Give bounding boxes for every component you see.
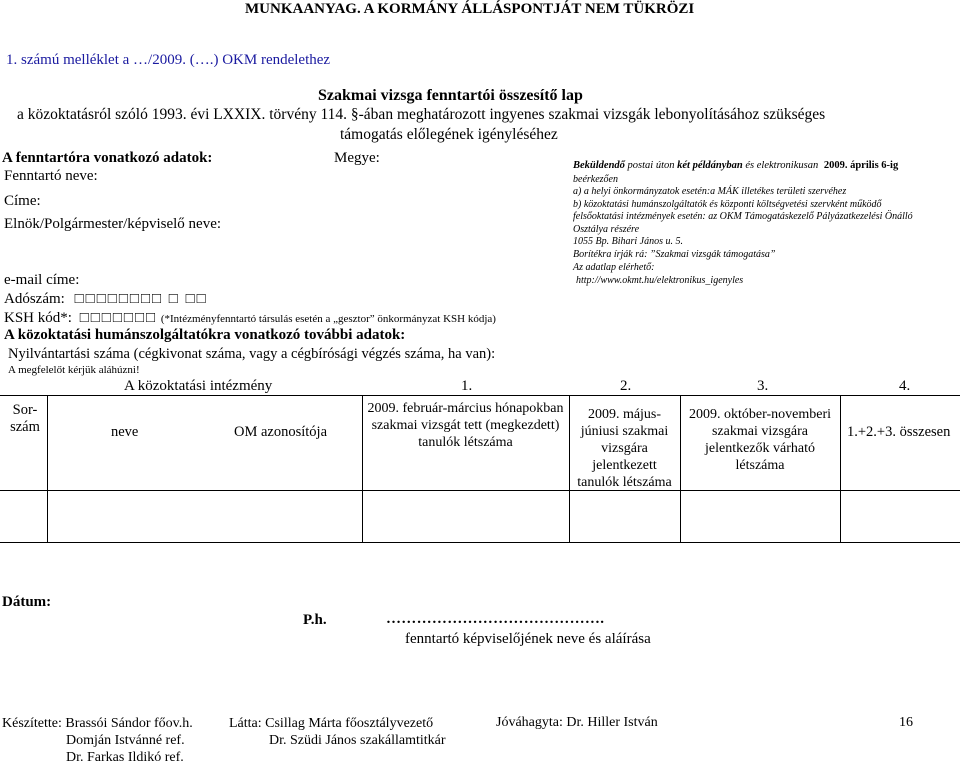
submission-notice: [573, 160, 898, 171]
address-label: Címe:: [4, 193, 41, 209]
footer-prepared-line3: Dr. Farkas Ildikó ref.: [66, 750, 184, 765]
notice-received: beérkezően: [573, 174, 618, 185]
col-header-1-line1: 2009. február-március hónapokban: [367, 401, 564, 416]
ksh-code-boxes[interactable]: □□□□□□□: [79, 310, 158, 326]
footer-seen: [229, 715, 446, 749]
col-header-seq: [4, 402, 46, 436]
footer-prepared-line1: Készítette: Brassói Sándor főov.h.: [2, 716, 193, 731]
notice-line-a: a) a helyi önkormányzatok esetén:a MÁK illetékes területi szervéhez: [573, 186, 847, 197]
signature-caption: fenntartó képviselőjének neve és aláírása: [405, 631, 651, 647]
col-header-3: [680, 406, 840, 474]
date-label: Dátum:: [2, 594, 52, 610]
email-label: e-mail címe:: [4, 272, 80, 288]
stamp-label: P.h.: [303, 612, 327, 628]
ksh-code-label: KSH kód*:: [4, 310, 72, 326]
notice-line-c: felsőoktatási intézmények esetén: az OKM Támogatáskezelő Pályázatkezelési Önálló: [573, 211, 913, 222]
providers-section-title: A közoktatási humánszolgáltatókra vonatkozó további adatok:: [4, 327, 406, 343]
col-header-seq-line1: Sor-: [12, 402, 38, 418]
col-header-2-line2: júniusi szakmai: [580, 424, 669, 439]
footer-seen-line1: Látta: Csillag Márta főosztályvezető: [229, 716, 434, 731]
col-number-2: 2.: [620, 378, 632, 394]
notice-deadline: 2009. április 6-ig: [823, 160, 899, 171]
notice-line-b: b) közoktatási humánszolgáltatók és központi költségvetési szervként működő: [573, 199, 882, 210]
form-subtitle-line2: támogatás előlegének igényléséhez: [340, 126, 558, 143]
notice-address: 1055 Bp. Bihari János u. 5.: [573, 236, 683, 247]
footer-seen-line2: Dr. Szüdi János szakállamtitkár: [269, 733, 446, 748]
col-header-name: neve: [111, 424, 139, 440]
annex-reference: 1. számú melléklet a …/2009. (….) OKM rendelethez: [6, 52, 331, 68]
footer-approved: Jóváhagyta: Dr. Hiller István: [496, 715, 658, 730]
representative-label: Elnök/Polgármester/képviselő neve:: [4, 216, 222, 232]
footer-prepared-line2: Domján Istvánné ref.: [66, 733, 185, 748]
col-header-om: OM azonosítója: [234, 424, 328, 440]
notice-text-2: és elektronikusan: [742, 160, 821, 171]
institution-group-header: A közoktatási intézmény: [124, 378, 273, 394]
col-header-2-line1: 2009. május-: [587, 407, 662, 422]
col-header-3-line3: jelentkezők várható: [704, 441, 815, 456]
notice-line-d: Osztálya részére: [573, 224, 640, 235]
col-header-2-line3: vizsgára: [601, 441, 648, 456]
col-header-3-line2: szakmai vizsgára: [711, 424, 808, 439]
notice-url[interactable]: http://www.okmt.hu/elektronikus_igenyles: [576, 275, 744, 286]
col-header-3-line1: 2009. október-novemberi: [688, 407, 832, 422]
col-header-2-line4: jelentkezett: [592, 458, 657, 473]
col-header-3-line4: létszáma: [735, 458, 785, 473]
form-title: Szakmai vizsga fenntartói összesítő lap: [318, 87, 583, 104]
col-header-1: [362, 400, 569, 451]
maintainer-name-label: Fenntartó neve:: [4, 168, 98, 184]
ksh-code-row: [4, 310, 496, 327]
footer-prepared: [2, 715, 193, 766]
signature-line[interactable]: …………………………………….: [386, 611, 605, 627]
col-header-1-line2: szakmai vizsgát tett (megkezdett): [371, 418, 560, 433]
table-row[interactable]: [48, 491, 361, 542]
col-number-4: 4.: [899, 378, 911, 394]
notice-available: Az adatlap elérhető:: [573, 262, 655, 273]
col-header-2-line5: tanulók létszáma: [577, 475, 672, 490]
maintainer-section-title: A fenntartóra vonatkozó adatok:: [2, 150, 213, 166]
draft-banner: MUNKAANYAG. A KORMÁNY ÁLLÁSPONTJÁT NEM TÜKRÖZI: [245, 1, 695, 17]
page-number: 16: [899, 715, 913, 730]
registry-number-label: Nyilvántartási száma (cégkivonat száma, vagy a cégbírósági végzés száma, ha van):: [8, 346, 496, 362]
col-number-3: 3.: [757, 378, 769, 394]
underline-note: A megfelelőt kérjük aláhúzni!: [8, 364, 140, 376]
notice-copies: két példányban: [677, 160, 743, 171]
ksh-code-note: (*Intézményfenntartó társulás esetén a „gesztor” önkormányzat KSH kódja): [160, 313, 496, 325]
col-header-1-line3: tanulók létszáma: [418, 435, 513, 450]
col-header-seq-line2: szám: [10, 419, 40, 435]
form-subtitle-line1: a közoktatásról szóló 1993. évi LXXIX. törvény 114. §-ában meghatározott ingyenes szakmai vizsgák lebonyolításához szükséges: [17, 106, 826, 123]
tax-number-label: Adószám:: [4, 291, 65, 307]
notice-text: postai úton: [624, 160, 678, 171]
col-number-1: 1.: [461, 378, 473, 394]
tax-number-row: [4, 291, 208, 308]
notice-send: Beküldendő: [573, 160, 625, 171]
tax-number-boxes[interactable]: □□□□□□□□ □ □□: [74, 291, 208, 307]
col-header-4: 1.+2.+3. összesen: [847, 424, 951, 440]
col-header-2: [569, 406, 680, 491]
notice-envelope: Borítékra írják rá: ”Szakmai vizsgák támogatása”: [573, 249, 776, 260]
county-label: Megye:: [334, 150, 380, 166]
